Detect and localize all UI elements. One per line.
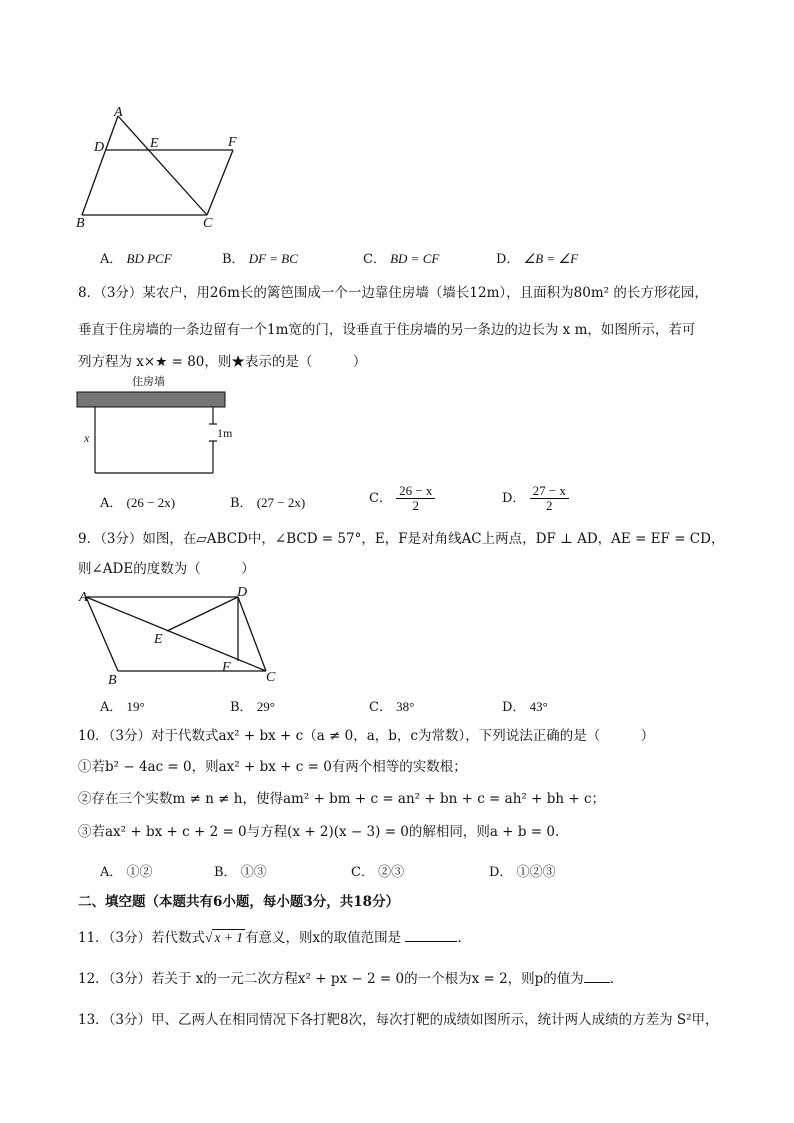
option-letter: C．	[369, 491, 392, 506]
label-a: A	[79, 590, 88, 605]
q7-option-d[interactable]	[496, 248, 578, 267]
section-heading: 二、填空题（本题共有6小题，每小题3分，共18分）	[78, 894, 400, 910]
q10-statement-3: ③若ax² + bx + c + 2 = 0与方程(x + 2)(x − 3) = 0的解相同，则a + b = 0.	[78, 824, 560, 840]
option-letter: C．	[351, 865, 374, 880]
radical-sign: √	[205, 930, 213, 945]
segment-fc	[207, 150, 233, 215]
label-f: F	[222, 660, 231, 675]
option-text: 19°	[126, 699, 145, 714]
option-letter: D．	[496, 252, 520, 267]
q8-option-b[interactable]	[230, 492, 305, 511]
fraction-numerator: 27 − x	[530, 484, 569, 499]
q10-option-a[interactable]	[100, 861, 153, 880]
q9-line-2: 则∠ADE的度数为（ ）	[78, 561, 255, 577]
option-text: ②③	[378, 865, 405, 880]
option-text: 43°	[529, 699, 548, 714]
q8-option-d[interactable]	[502, 484, 569, 513]
option-letter: D．	[502, 491, 526, 506]
q10-option-d[interactable]	[489, 861, 556, 880]
label-f: F	[228, 135, 237, 150]
option-fraction	[396, 484, 435, 513]
option-letter: C．	[363, 252, 386, 267]
label-d: D	[94, 140, 105, 155]
q7-option-c[interactable]	[363, 248, 439, 267]
q11-line	[78, 929, 471, 947]
option-letter: B．	[230, 496, 253, 511]
q7-figure	[70, 100, 260, 235]
q8-figure	[70, 372, 240, 482]
q13-line: 13．（3分）甲、乙两人在相同情况下各打靶8次，每次打靶的成绩如图所示，统计两人成绩的方差为 S²甲，	[78, 1012, 719, 1028]
option-letter: A．	[100, 865, 123, 880]
q11-text-post: 有意义，则x的取值范围是	[245, 930, 402, 946]
q9-line-1: 9．（3分）如图，在▱ABCD中，∠BCD = 57°，E，F是对角线AC上两点，DF ⊥ AD，AE = EF = CD，	[78, 531, 725, 547]
fraction-denominator: 2	[546, 498, 553, 513]
option-text: ①②	[126, 865, 153, 880]
q9-figure	[70, 582, 285, 687]
answer-blank[interactable]	[405, 941, 457, 942]
fraction-denominator: 2	[412, 498, 420, 513]
option-letter: B．	[230, 700, 253, 715]
option-text: BD = CF	[390, 251, 440, 266]
q10-option-b[interactable]	[214, 861, 267, 880]
fraction-numerator: 26 − x	[396, 484, 435, 499]
q7-option-a[interactable]	[100, 248, 172, 267]
segment-dc	[238, 597, 266, 671]
q10-statement-1: ①若b² − 4ac = 0，则ax² + bx + c = 0有两个相等的实数根；	[78, 759, 467, 775]
option-text: ①②③	[516, 865, 556, 880]
label-e: E	[154, 632, 163, 647]
q9-option-c[interactable]	[369, 696, 414, 715]
label-c: C	[203, 216, 213, 231]
option-text: 38°	[396, 699, 415, 714]
label-b: B	[108, 673, 117, 687]
option-text: DF = BC	[248, 251, 298, 266]
q10-option-c[interactable]	[351, 861, 404, 880]
wall	[77, 392, 225, 407]
option-text: ∠B = ∠F	[523, 251, 579, 266]
option-letter: B．	[222, 252, 245, 267]
option-letter: C．	[369, 700, 392, 715]
label-e: E	[150, 136, 159, 151]
q10-statement-2: ②存在三个实数m ≠ n ≠ h，使得am² + bm + c = an² + bn + c = ah² + bh + c；	[78, 791, 606, 807]
option-fraction	[530, 484, 569, 513]
answer-blank[interactable]	[584, 982, 610, 983]
q8-line-3: 列方程为 x×★ = 80，则★表示的是（ ）	[78, 354, 367, 370]
option-text: ①③	[240, 865, 267, 880]
segment-ab	[82, 116, 118, 215]
q7-option-b[interactable]	[222, 248, 298, 267]
option-letter: D．	[489, 865, 513, 880]
option-letter: B．	[214, 865, 237, 880]
label-c: C	[266, 670, 276, 685]
label-d: D	[237, 585, 248, 600]
option-letter: A．	[100, 252, 123, 267]
segment-de	[167, 597, 238, 631]
side-label: x	[84, 431, 90, 445]
q9-option-d[interactable]	[502, 696, 548, 715]
wall-label: 住房墙	[132, 375, 165, 388]
option-letter: A．	[100, 700, 123, 715]
q10-line-1: 10．（3分）对于代数式ax² + bx + c（a ≠ 0，a，b，c为常数），下列说法正确的是（ ）	[78, 728, 655, 744]
q8-line-1: 8．（3分）某农户，用26m长的篱笆围成一个一边靠住房墙（墙长12m），且面积为80m² 的长方形花园，	[78, 285, 708, 301]
option-text: BD PCF	[126, 251, 172, 266]
label-b: B	[76, 216, 85, 231]
q12-end: ．	[609, 971, 624, 987]
option-letter: A．	[100, 496, 123, 511]
radicand: x + 1	[214, 930, 244, 945]
q8-option-c[interactable]	[369, 484, 435, 513]
option-text: (26 − 2x)	[126, 495, 176, 510]
q11-end: ．	[457, 930, 471, 946]
q8-line-2: 垂直于住房墙的一条边留有一个1m宽的门，设垂直于住房墙的另一条边的边长为 x m，如图所示，若可	[78, 322, 696, 338]
option-text: 29°	[256, 699, 275, 714]
door-label: 1m	[217, 426, 233, 440]
segment-ac	[118, 116, 207, 215]
q8-option-a[interactable]	[100, 492, 175, 511]
q12-line	[78, 970, 623, 988]
q9-option-a[interactable]	[100, 696, 145, 715]
q11-text-pre: 11．（3分）若代数式	[78, 930, 206, 946]
q12-text: 12．（3分）若关于 x的一元二次方程x² + px − 2 = 0的一个根为x = 2，则p的值为	[78, 971, 584, 987]
option-letter: D．	[502, 700, 526, 715]
q9-option-b[interactable]	[230, 696, 275, 715]
label-a: A	[114, 105, 123, 120]
option-text: (27 − 2x)	[256, 495, 306, 510]
